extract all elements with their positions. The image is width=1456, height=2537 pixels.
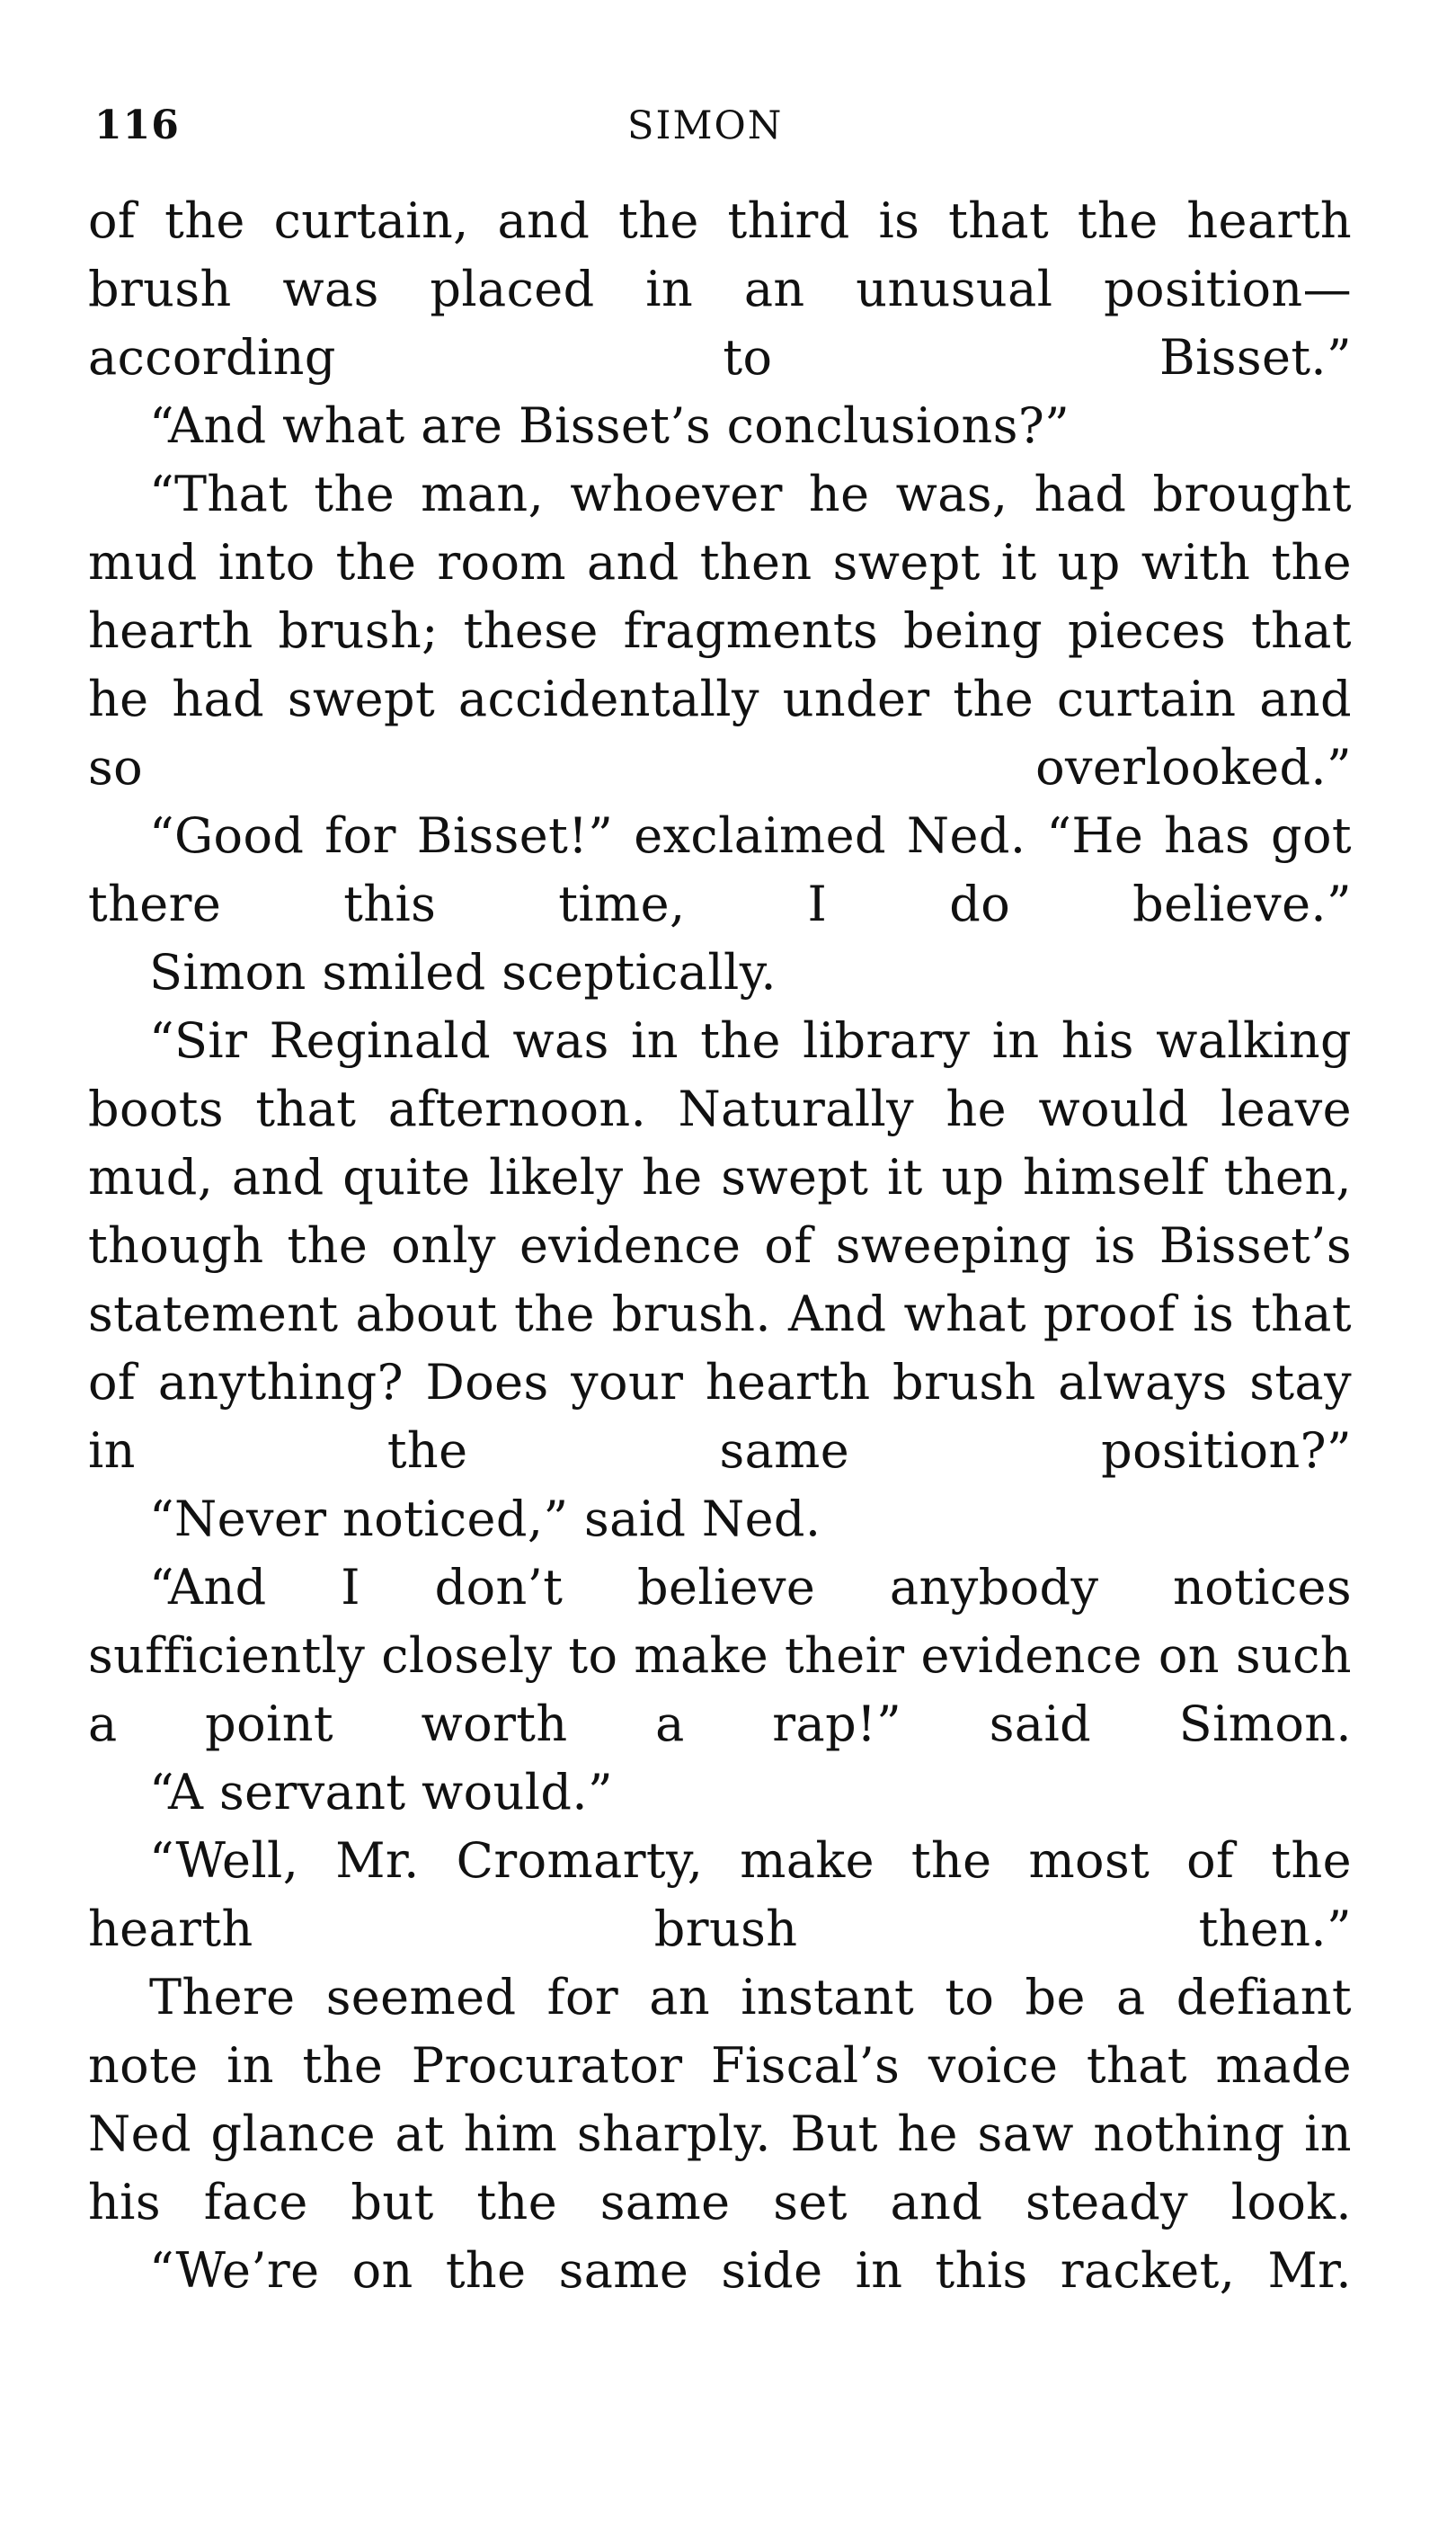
paragraph: “A servant would.” bbox=[149, 1764, 613, 1820]
paragraph: “And I don’t believe anybody notices sufficiently closely to make their evidence on such a point worth a rap!” said Simon. bbox=[88, 1559, 1352, 1752]
paragraph: “Never noticed,” said Ned. bbox=[149, 1491, 821, 1547]
paragraph: “Sir Reginald was in the library in his walking boots that afternoon. Naturally he would leave mud, and quite likely he swept it up himself then, though the only evidence of sweeping is Bisset’s statement about the brush. And what proof is that of anything? Does your hearth brush always stay in the same position?” bbox=[88, 1012, 1352, 1479]
paragraph: “That the man, whoever he was, had brought mud into the room and then swept it up with the hearth brush; these fragments being pieces that he had swept accidentally under the curtain and so overlooked.” bbox=[88, 466, 1352, 796]
paragraph: There seemed for an instant to be a defiant note in the Procurator Fiscal’s voice that made Ned glance at him sharply. But he saw nothing in his face but the same set and steady look. bbox=[88, 1969, 1352, 2230]
paragraph: Simon smiled sceptically. bbox=[149, 944, 777, 1001]
paragraph: “Well, Mr. Cromarty, make the most of the hearth brush then.” bbox=[88, 1832, 1352, 1957]
paragraph: of the curtain, and the third is that the hearth brush was placed in an unusual position—according to Bisset.” bbox=[88, 192, 1352, 386]
paragraph: “We’re on the same side in this racket, Mr. bbox=[149, 2242, 1352, 2299]
page-number: 116 bbox=[94, 102, 180, 148]
paragraph: “And what are Bisset’s conclusions?” bbox=[149, 397, 1070, 454]
running-head: SIMON bbox=[627, 103, 784, 148]
paragraph: “Good for Bisset!” exclaimed Ned. “He has got there this time, I do believe.” bbox=[88, 807, 1352, 932]
body-text bbox=[88, 187, 1352, 2305]
page-header bbox=[94, 94, 1348, 157]
